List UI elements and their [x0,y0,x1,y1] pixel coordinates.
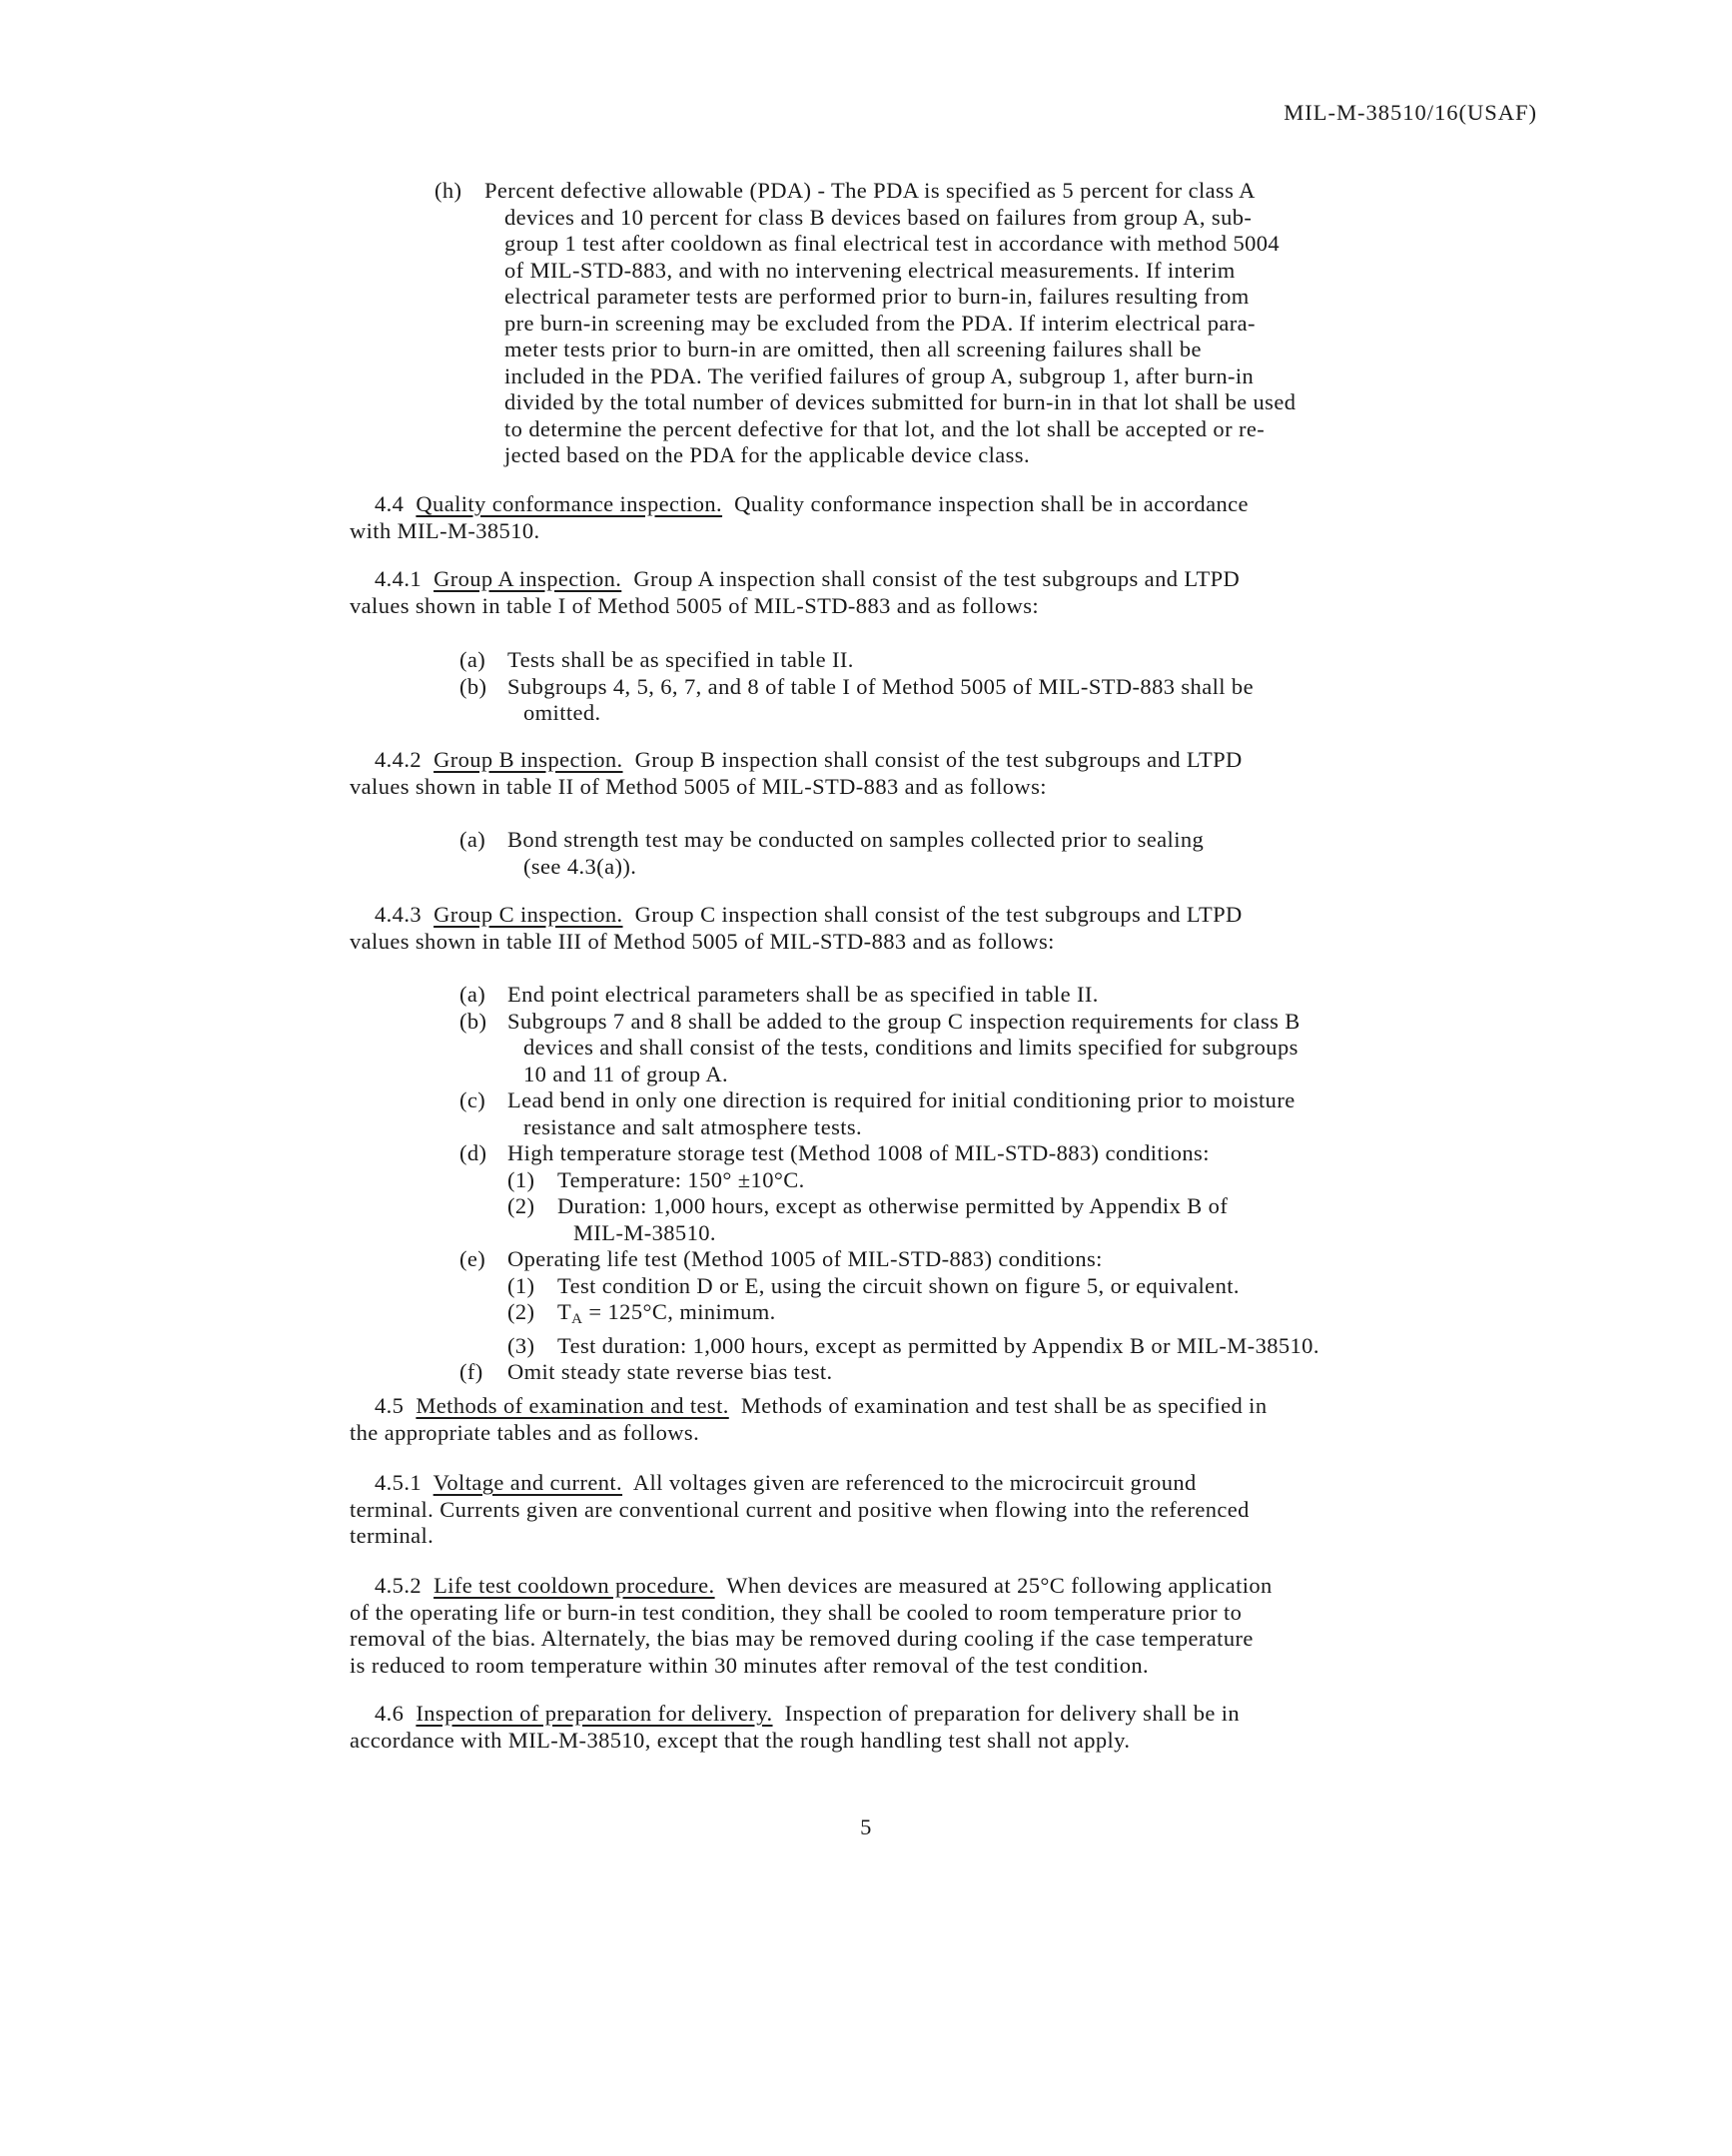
list-label: (1) [507,1272,535,1298]
paragraph-h-line: to determine the percent defective for that lot, and the lot shall be accepted or re- [504,415,1266,441]
section-4-6 [350,1701,1538,1754]
list-label: (e) [459,1246,486,1271]
paragraph-h-line: devices and 10 percent for class B devices based on failures from group A, sub- [504,204,1253,230]
section-text: terminal. Currents given are conventional current and positive when flowing into the referenced [350,1496,1250,1522]
paragraph-h-line: electrical parameter tests are performed prior to burn-in, failures resulting from [504,284,1250,309]
section-text: Quality conformance inspection shall be in accordance [734,491,1249,516]
paragraph-h-line: of MIL-STD-883, and with no intervening electrical measurements. If interim [504,257,1236,283]
list-label: (d) [459,1140,487,1165]
section-number: 4.5 [375,1393,405,1418]
paragraph-h-line: divided by the total number of devices submitted for burn-in in that lot shall be used [504,389,1297,414]
list-text: Subgroups 4, 5, 6, 7, and 8 of table I of Method 5005 of MIL-STD-883 shall be [507,673,1254,699]
list-subitem [459,1333,1558,1360]
section-title: Group B inspection. [433,747,623,772]
list-label: (a) [459,647,486,672]
list-text: Temperature: 150° ±10°C. [557,1166,805,1192]
section-number: 4.4.2 [375,747,422,772]
section-number: 4.5.2 [375,1573,422,1598]
section-text: values shown in table II of Method 5005 of MIL-STD-883 and as follows: [350,773,1047,799]
section-4-4-3 [350,902,1538,955]
section-4-4-2 [350,747,1538,800]
list-subitem [459,1167,1558,1194]
list-subitem [459,1273,1558,1300]
list-text: Lead bend in only one direction is required for initial conditioning prior to moisture [507,1087,1296,1112]
paragraph-h-line: included in the PDA. The verified failures of group A, subgroup 1, after burn-in [504,362,1255,388]
list-text: Omit steady state reverse bias test. [507,1359,833,1384]
list-label: (3) [507,1332,535,1358]
section-title: Methods of examination and test. [416,1393,729,1418]
section-title: Inspection of preparation for delivery. [416,1701,773,1726]
section-4-5-2 [350,1573,1538,1679]
list-subitem [459,1299,1558,1333]
list-item [459,1140,1558,1167]
section-text: removal of the bias. Alternately, the bias may be removed during cooling if the case temperature [350,1626,1254,1651]
section-number: 4.4.1 [375,566,422,591]
section-4-5-1 [350,1470,1538,1550]
section-number: 4.6 [375,1701,405,1726]
list-text-continued: MIL-M-38510. [573,1219,716,1245]
list-text-continued: resistance and salt atmosphere tests. [523,1113,863,1139]
list-label: (c) [459,1087,486,1112]
section-4-4-2-list [459,827,1558,880]
section-text: values shown in table III of Method 5005 of MIL-STD-883 and as follows: [350,928,1055,954]
list-subitem [459,1193,1558,1246]
section-text: accordance with MIL-M-38510, except that the rough handling test shall not apply. [350,1727,1131,1753]
paragraph-h-line: group 1 test after cooldown as final electrical test in accordance with method 5004 [504,231,1281,256]
list-text: Duration: 1,000 hours, except as otherwise permitted by Appendix B of [557,1193,1229,1218]
list-label: (2) [507,1299,535,1324]
list-text: Bond strength test may be conducted on samples collected prior to sealing [507,827,1205,852]
section-4-4-3-list [459,982,1558,1386]
section-text: of the operating life or burn-in test condition, they shall be cooled to room temperature prior to [350,1599,1243,1625]
list-label: (b) [459,1008,487,1034]
section-number: 4.5.1 [375,1470,422,1495]
list-text-subscript: A [571,1311,583,1327]
paragraph-h-line: jected based on the PDA for the applicable device class. [504,442,1030,467]
section-text: is reduced to room temperature within 30 minutes after removal of the test condition. [350,1652,1150,1678]
section-text: Inspection of preparation for delivery shall be in [784,1701,1241,1726]
list-item [459,1009,1558,1088]
section-4-4 [350,491,1538,544]
section-title: Life test cooldown procedure. [433,1573,715,1598]
list-item [459,1087,1558,1140]
list-text-continued: devices and shall consist of the tests, conditions and limits specified for subgroups [523,1035,1299,1060]
section-text: values shown in table I of Method 5005 of MIL-STD-883 and as follows: [350,592,1039,618]
list-text: High temperature storage test (Method 1008 of MIL-STD-883) conditions: [507,1140,1210,1165]
paragraph-h-label: (h) [434,178,462,203]
list-text-continued: omitted. [523,700,601,725]
section-4-4-1 [350,566,1538,619]
paragraph-h-line: pre burn-in screening may be excluded from the PDA. If interim electrical para- [504,310,1256,336]
list-text-continued: (see 4.3(a)). [523,853,637,879]
list-text: Test duration: 1,000 hours, except as permitted by Appendix B or MIL-M-38510. [557,1332,1319,1358]
list-item [459,982,1558,1009]
list-label: (b) [459,673,487,699]
list-text-symbol: T [557,1299,572,1324]
list-text-continued: 10 and 11 of group A. [523,1061,729,1086]
list-label: (a) [459,827,486,852]
section-text: Group A inspection shall consist of the test subgroups and LTPD [633,566,1241,591]
section-4-5 [350,1393,1538,1446]
document-identifier: MIL-M-38510/16(USAF) [1284,100,1537,125]
list-item [459,647,1558,674]
list-item [459,827,1558,880]
list-text: Tests shall be as specified in table II. [507,647,854,672]
section-text: terminal. [350,1523,434,1548]
section-text: with MIL-M-38510. [350,517,540,543]
section-title: Voltage and current. [433,1470,623,1495]
section-title: Group A inspection. [433,566,622,591]
list-label: (a) [459,982,486,1007]
list-item [459,1359,1558,1386]
paragraph-h [434,178,1543,469]
section-4-4-1-list [459,647,1558,727]
section-number: 4.4.3 [375,902,422,927]
section-text: Methods of examination and test shall be as specified in [740,1393,1268,1418]
paragraph-h-line: meter tests prior to burn-in are omitted, then all screening failures shall be [504,337,1202,361]
list-text: End point electrical parameters shall be as specified in table II. [507,982,1099,1007]
list-item [459,1246,1558,1273]
page-number: 5 [860,1814,872,1839]
section-text: When devices are measured at 25°C following application [726,1573,1273,1598]
list-text: = 125°C, minimum. [582,1299,776,1324]
list-text: Test condition D or E, using the circuit shown on figure 5, or equivalent. [557,1272,1240,1298]
section-title: Quality conformance inspection. [416,491,723,516]
list-label: (f) [459,1359,483,1384]
paragraph-h-line: Percent defective allowable (PDA) - The PDA is specified as 5 percent for class A [484,178,1256,203]
list-text: Operating life test (Method 1005 of MIL-STD-883) conditions: [507,1246,1103,1271]
section-text: Group C inspection shall consist of the test subgroups and LTPD [634,902,1243,927]
section-text: the appropriate tables and as follows. [350,1419,700,1445]
section-number: 4.4 [375,491,405,516]
section-text: Group B inspection shall consist of the test subgroups and LTPD [634,747,1243,772]
list-label: (2) [507,1193,535,1218]
list-item [459,674,1558,727]
section-title: Group C inspection. [433,902,623,927]
list-label: (1) [507,1166,535,1192]
section-text: All voltages given are referenced to the microcircuit ground [632,1470,1197,1495]
list-text: Subgroups 7 and 8 shall be added to the group C inspection requirements for class B [507,1008,1300,1034]
